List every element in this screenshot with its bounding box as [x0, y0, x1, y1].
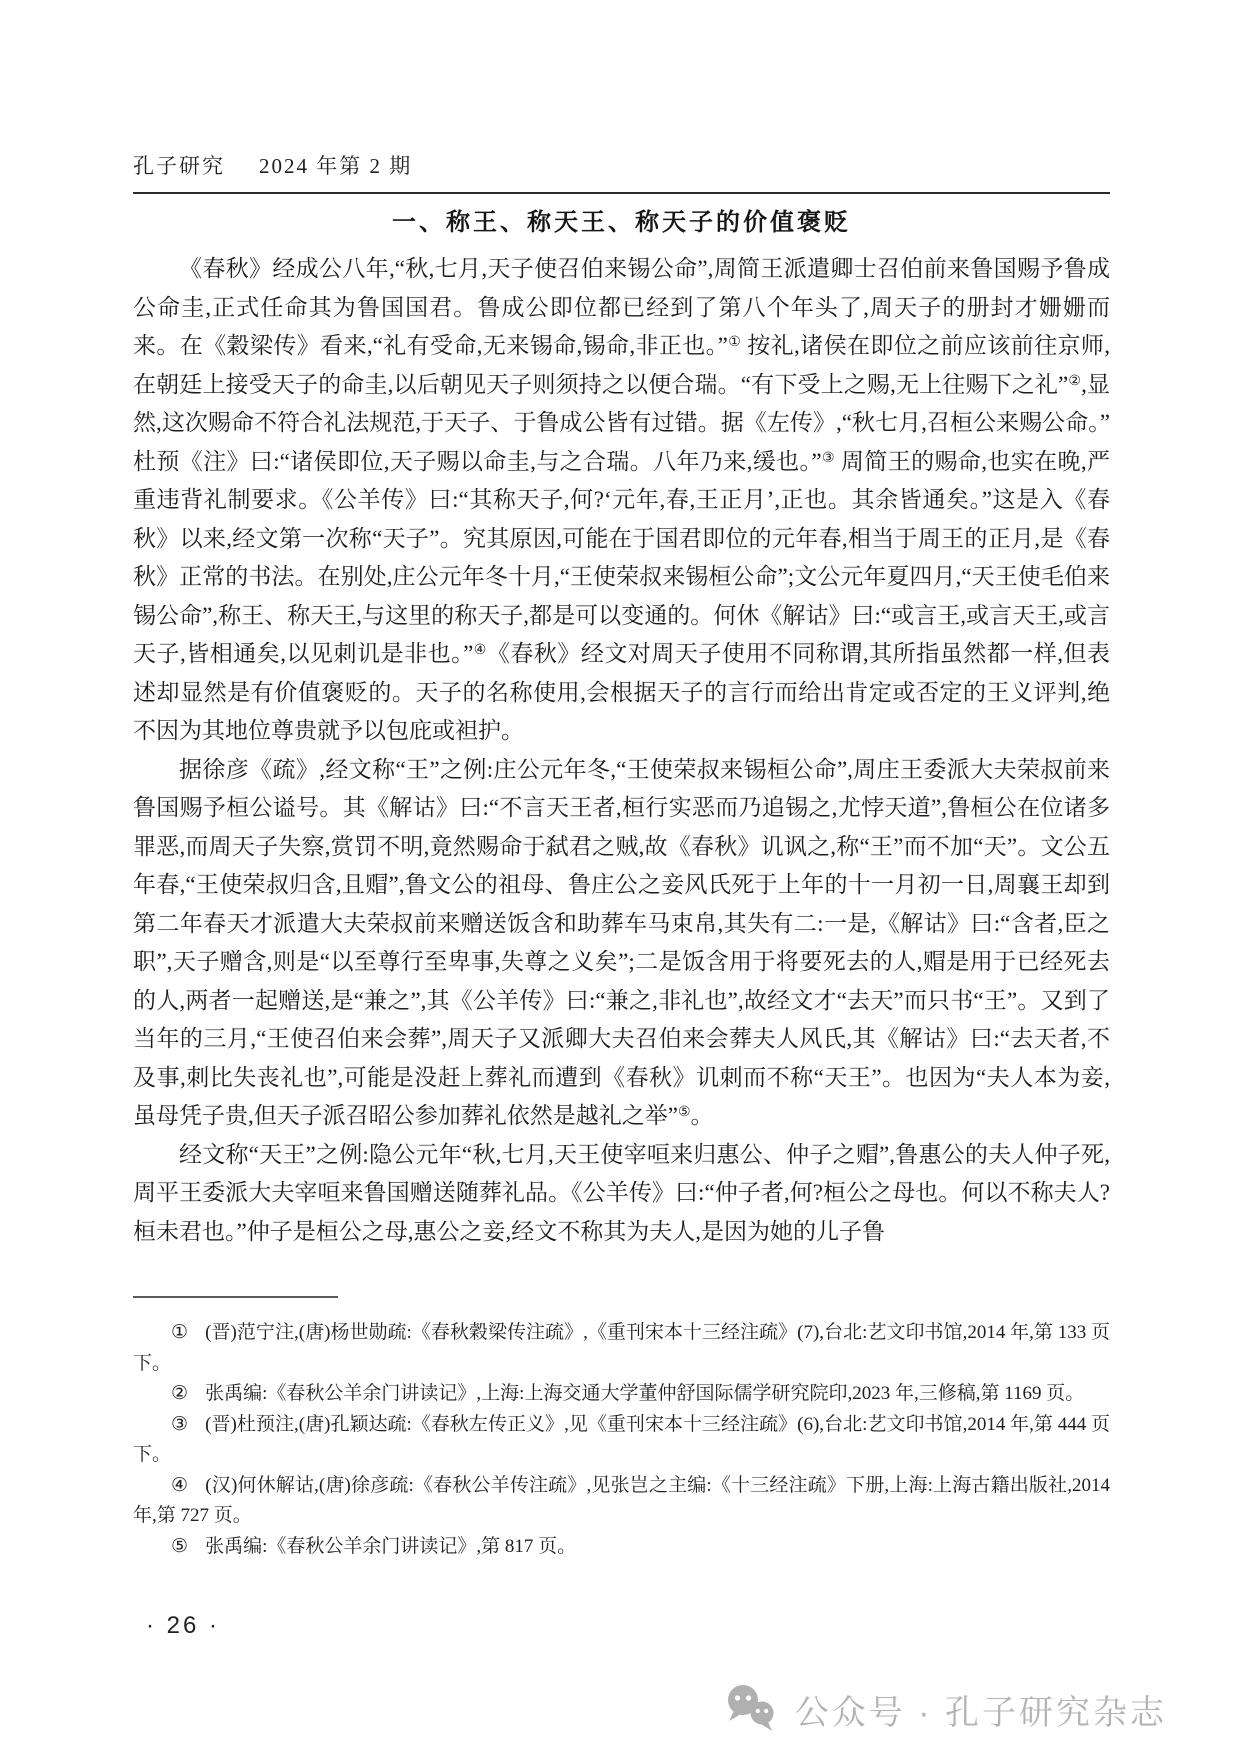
- footnote-item: [133, 1471, 1110, 1532]
- footnote-separator: [133, 1296, 338, 1298]
- footnote-text: (晋)范宁注,(唐)杨世勋疏:《春秋穀梁传注疏》,《重刊宋本十三经注疏》(7),台北:艺文印书馆,2014 年,第 133 页下。: [133, 1322, 1110, 1374]
- footnote-marker: ①: [171, 1322, 189, 1343]
- body-paragraph: 《春秋》经成公八年,“秋,七月,天子使召伯来锡公命”,周简王派遣卿士召伯前来鲁国赐予鲁成公命圭,正式任命其为鲁国国君。鲁成公即位都已经到了第八个年头了,周天子的册封才姗姗而来。在《穀梁传》看来,“礼有受命,无来锡命,锡命,非正也。”① 按礼,诸侯在即位之前应该前往京师,在朝廷上接受天子的命圭,以后朝见天子则须持之以便合瑞。“有下受上之赐,无上往赐下之礼”②,显然,这次赐命不符合礼法规范,于天子、于鲁成公皆有过错。据《左传》,“秋七月,召桓公来赐公命。”杜预《注》曰:“诸侯即位,天子赐以命圭,与之合瑞。八年乃来,缓也。”③ 周简王的赐命,也实在晚,严重违背礼制要求。《公羊传》曰:“其称天子,何?‘元年,春,王正月’,正也。其余皆通矣。”这是入《春秋》以来,经文第一次称“天子”。究其原因,可能在于国君即位的元年春,相当于周王的正月,是《春秋》正常的书法。在别处,庄公元年冬十月,“王使荣叔来锡桓公命”;文公元年夏四月,“天王使毛伯来锡公命”,称王、称天王,与这里的称天子,都是可以变通的。何休《解诂》曰:“或言王,或言天王,或言天子,皆相通矣,以见刺讥是非也。”④《春秋》经文对周天子使用不同称谓,其所指虽然都一样,但表述却显然是有价值褒贬的。天子的名称使用,会根据天子的言行而给出肯定或否定的王义评判,绝不因为其地位尊贵就予以包庇或袒护。: [133, 256, 1110, 743]
- article-body: [133, 250, 1110, 1294]
- footnote-item: [133, 1379, 1110, 1410]
- watermark-text: 公众号 · 孔子研究杂志: [794, 1693, 1167, 1732]
- footnote-text: (汉)何休解诂,(唐)徐彦疏:《春秋公羊传注疏》,见张岂之主编:《十三经注疏》下册,上海:上海古籍出版社,2014 年,第 727 页。: [133, 1474, 1110, 1526]
- issue-label: 2024 年第 2 期: [259, 154, 413, 178]
- footnote-ref: ⑤: [677, 1105, 691, 1120]
- page-number: · 26 ·: [146, 1612, 221, 1639]
- journal-title: 孔子研究: [133, 154, 225, 178]
- footnote-marker: ⑤: [171, 1535, 189, 1557]
- footnote-item: [133, 1410, 1110, 1471]
- page-header: [133, 150, 1110, 194]
- footnote-text: 张禹编:《春秋公羊余门讲读记》,上海:上海交通大学董仲舒国际儒学研究院印,2023 年,三修稿,第 1169 页。: [205, 1383, 1085, 1404]
- footnote-item: [133, 1318, 1110, 1379]
- footnote-block: [133, 1296, 1110, 1562]
- wechat-icon: [725, 1684, 779, 1734]
- footnote-marker: ②: [171, 1383, 189, 1404]
- body-paragraph: 据徐彦《疏》,经文称“王”之例:庄公元年冬,“王使荣叔来锡桓公命”,周庄王委派大夫荣叔前来鲁国赐予桓公谥号。其《解诂》曰:“不言天王者,桓行实恶而乃追锡之,尤悖天道”,鲁桓公在位诸多罪恶,而周天子失察,赏罚不明,竟然赐命于弑君之贼,故《春秋》讥讽之,称“王”而不加“天”。文公五年春,“王使荣叔归含,且赗”,鲁文公的祖母、鲁庄公之妾风氏死于上年的十一月初一日,周襄王却到第二年春天才派遣大夫荣叔前来赠送饭含和助葬车马束帛,其失有二:一是,《解诂》曰:“含者,臣之职”,天子赠含,则是“以至尊行至卑事,失尊之义矣”;二是饭含用于将要死去的人,赗是用于已经死去的人,两者一起赠送,是“兼之”,其《公羊传》曰:“兼之,非礼也”,故经文才“去天”而只书“王”。又到了当年的三月,“王使召伯来会葬”,周天子又派卿大夫召伯来会葬夫人风氏,其《解诂》曰:“去天者,不及事,刺比失丧礼也”,可能是没赶上葬礼而遭到《春秋》讥刺而不称“天王”。也因为“夫人本为妾,虽母凭子贵,但天子派召昭公参加葬礼依然是越礼之举”⑤。: [133, 756, 1110, 1128]
- watermark: [725, 1684, 1167, 1734]
- body-paragraph: 经文称“天王”之例:隐公元年“秋,七月,天王使宰咺来归惠公、仲子之赗”,鲁惠公的夫人仲子死,周平王委派大夫宰咺来鲁国赠送随葬礼品。《公羊传》曰:“仲子者,何?桓公之母也。何以不称夫人?桓未君也。”仲子是桓公之母,惠公之妾,经文不称其为夫人,是因为她的儿子鲁: [133, 1141, 1110, 1244]
- footnote-list: [133, 1318, 1110, 1562]
- footnote-marker: ③: [171, 1413, 189, 1435]
- footnote-ref: ①: [727, 335, 742, 350]
- section-title: 一、称王、称天王、称天子的价值褒贬: [392, 210, 851, 236]
- footnote-item: [133, 1532, 1110, 1563]
- footnote-ref: ④: [473, 643, 487, 658]
- footnote-text: (晋)杜预注,(唐)孔颖达疏:《春秋左传正义》,见《重刊宋本十三经注疏》(6),台北:艺文印书馆,2014 年,第 444 页下。: [133, 1413, 1110, 1465]
- footnote-ref: ②: [1068, 373, 1082, 389]
- footnote-marker: ④: [171, 1474, 189, 1496]
- footnote-ref: ③: [821, 450, 835, 466]
- footnote-text: 张禹编:《春秋公羊余门讲读记》,第 817 页。: [205, 1535, 577, 1557]
